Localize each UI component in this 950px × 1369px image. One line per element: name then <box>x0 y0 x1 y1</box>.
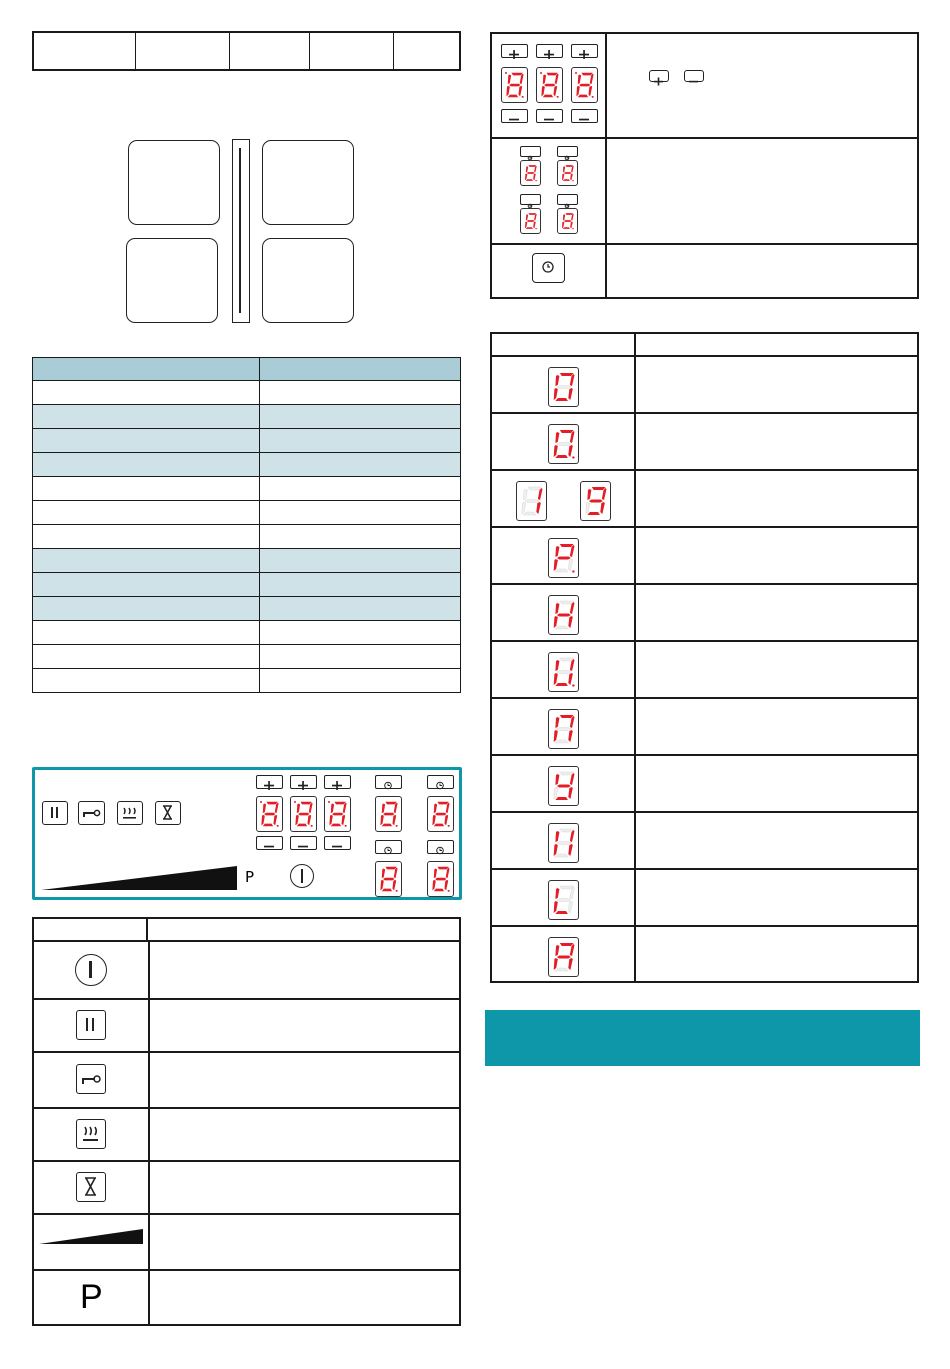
spec-cell <box>33 549 260 572</box>
table-row <box>34 1164 459 1215</box>
timer-button[interactable] <box>427 775 454 789</box>
spec-table-header <box>32 357 461 381</box>
spec-cell <box>33 597 260 620</box>
table-row <box>492 644 917 699</box>
display-table-header <box>492 334 917 357</box>
display-symbol-h <box>548 595 579 635</box>
symbol-table-header <box>34 919 459 942</box>
cooking-zone-front-left <box>128 140 220 225</box>
spec-cell <box>33 381 260 404</box>
table-row <box>32 549 461 573</box>
table-row <box>34 1217 459 1271</box>
spec-cell <box>33 525 260 548</box>
display-symbol-y <box>548 766 579 806</box>
zone-power-display <box>324 796 351 832</box>
display-table <box>490 332 919 983</box>
zone-minus-button <box>571 109 598 123</box>
zone-power-display <box>536 67 563 103</box>
zone-plus-button <box>571 44 598 58</box>
timer-button <box>557 146 578 157</box>
zone-minus-button[interactable] <box>290 836 317 850</box>
keep-warm-icon <box>76 1119 106 1149</box>
cooking-zone-rear-left <box>126 238 218 323</box>
table-row <box>32 453 461 477</box>
table-row <box>32 477 461 501</box>
spec-cell <box>33 669 260 692</box>
cooking-zone-front-right <box>262 140 354 225</box>
table-row <box>492 929 917 984</box>
spec-cell <box>33 501 260 524</box>
symbol-table <box>32 917 461 1326</box>
top-table-cell <box>230 33 310 69</box>
timer-button[interactable] <box>427 840 454 854</box>
timer-button[interactable] <box>375 775 402 789</box>
pause-icon <box>76 1010 106 1040</box>
spec-cell <box>33 621 260 644</box>
table-row <box>492 701 917 756</box>
table-row <box>492 416 917 471</box>
zone-plus-button[interactable] <box>256 775 283 789</box>
table-row <box>34 1055 459 1109</box>
zone-minus-button[interactable] <box>256 836 283 850</box>
table-row <box>34 1273 459 1326</box>
zone-power-display <box>501 67 528 103</box>
display-symbol-1 <box>516 481 547 521</box>
table-row <box>32 381 461 405</box>
power-boost-label: P <box>245 868 255 886</box>
zone-plus-button <box>536 44 563 58</box>
spec-cell <box>33 358 260 380</box>
table-row <box>34 944 459 1000</box>
power-on-off-icon[interactable] <box>290 864 314 888</box>
timer-button <box>520 146 541 157</box>
display-symbol-n <box>548 709 579 749</box>
zone-plus-button[interactable] <box>324 775 351 789</box>
table-row <box>492 359 917 414</box>
top-table-cell <box>394 33 459 69</box>
section-banner <box>485 1010 920 1066</box>
table-row <box>34 1111 459 1162</box>
key-lock-icon[interactable] <box>78 801 105 825</box>
timer-display <box>557 208 578 234</box>
timer-button <box>557 194 578 205</box>
spec-cell <box>33 477 260 500</box>
top-table-cell <box>136 33 230 69</box>
zone-power-display <box>290 796 317 832</box>
top-table-cell <box>310 33 394 69</box>
key-lock-icon <box>76 1064 106 1094</box>
table-row <box>492 587 917 642</box>
table-row <box>34 1002 459 1053</box>
cooking-zone-rear-right <box>262 238 354 323</box>
display-symbol-9 <box>580 481 611 521</box>
spec-cell <box>33 429 260 452</box>
table-row <box>32 429 461 453</box>
minus-button-icon <box>684 70 704 82</box>
power-icon <box>75 954 107 986</box>
spec-cell <box>33 453 260 476</box>
timer-button[interactable] <box>375 840 402 854</box>
top-info-table <box>32 31 461 71</box>
timer-display <box>427 861 454 897</box>
zone-minus-button <box>536 109 563 123</box>
keep-warm-icon[interactable] <box>117 801 143 825</box>
table-row <box>32 525 461 549</box>
spec-cell <box>33 405 260 428</box>
pause-icon[interactable] <box>42 801 68 825</box>
zone-power-display <box>256 796 283 832</box>
power-slider[interactable] <box>41 864 237 892</box>
p-boost-icon: P <box>80 1278 103 1316</box>
timer-display <box>375 861 402 897</box>
table-row <box>32 597 461 621</box>
zone-minus-button[interactable] <box>324 836 351 850</box>
zone-plus-button <box>501 44 528 58</box>
table-row <box>32 501 461 525</box>
table-row <box>32 405 461 429</box>
table-row <box>492 872 917 927</box>
control-panel-illustration <box>32 767 462 900</box>
table-row <box>492 473 917 528</box>
spec-cell <box>33 645 260 668</box>
control-table <box>490 32 919 299</box>
timer-button-icon <box>532 253 565 283</box>
display-symbol-a <box>548 937 579 977</box>
timer-display <box>557 160 578 186</box>
display-symbol-l <box>548 880 579 920</box>
power-slider-icon <box>39 1228 143 1246</box>
table-row <box>492 758 917 813</box>
top-table-cell <box>34 33 136 69</box>
spec-cell <box>33 573 260 596</box>
timer-display <box>520 208 541 234</box>
timer-hourglass-icon <box>76 1172 106 1202</box>
table-row <box>32 573 461 597</box>
table-row <box>492 530 917 585</box>
display-symbol-0 <box>548 367 579 407</box>
table-row <box>32 621 461 645</box>
control-strip <box>232 139 250 323</box>
zone-minus-button <box>501 109 528 123</box>
display-symbol-ii <box>548 823 579 863</box>
table-row <box>492 815 917 870</box>
timer-display <box>427 796 454 832</box>
display-symbol-0 <box>548 424 579 464</box>
timer-display <box>520 160 541 186</box>
hob-zone-diagram <box>120 135 365 330</box>
zone-plus-button[interactable] <box>290 775 317 789</box>
display-symbol-p <box>548 538 579 578</box>
table-row <box>32 669 461 693</box>
zone-power-display <box>571 67 598 103</box>
plus-button-icon <box>649 70 669 82</box>
timer-button <box>520 194 541 205</box>
timer-display <box>375 796 402 832</box>
timer-hourglass-icon[interactable] <box>155 801 181 825</box>
display-symbol-u <box>548 652 579 692</box>
table-row <box>32 645 461 669</box>
